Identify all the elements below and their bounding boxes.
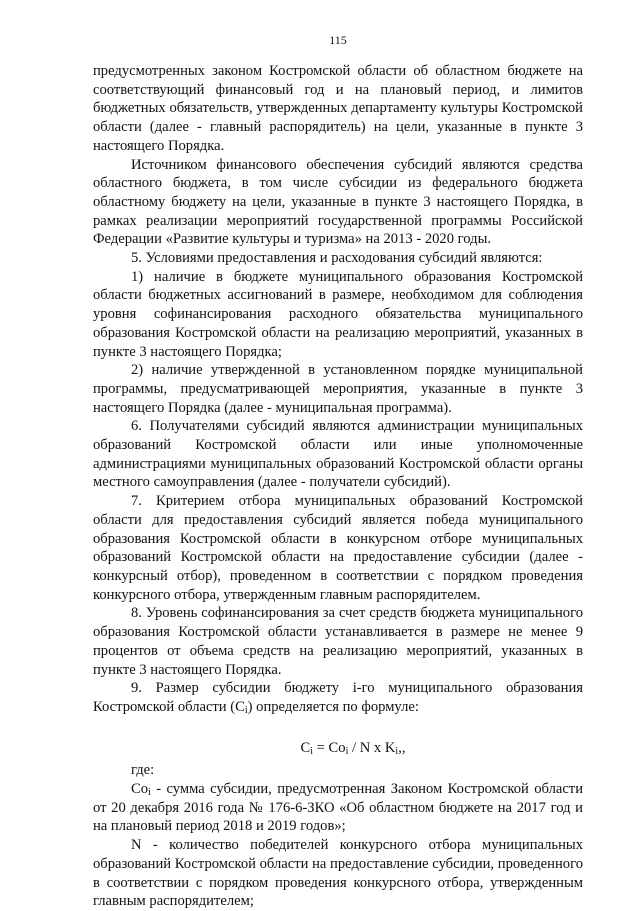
document-body (93, 62, 583, 911)
paragraph-funding-limits: предусмотренных законом Костромской области об областном бюджете на соответствующий финансовый год и на плановый период, и лимитов бюджетных обязательств, утвержденных департаменту культуры Костромской области (далее - главный распорядитель) на цели, указанные в пункте 3 настоящего Порядка. (93, 63, 583, 154)
subsidy-formula: $С_i = Со_i / N$ x $K_i$,, (300, 739, 406, 757)
paragraph-funding-source: Источником финансового обеспечения субсидий являются средства областного бюджета, в том числе субсидии из федерального бюджета областному бюджету на цели, указанные в пункте 3 настоящего Порядка, в рамках реализации мероприятий государственной программы Российской Федерации «Развитие культуры и туризма» на 2013 - 2020 годы. (93, 156, 583, 248)
paragraph-conditions-heading: 5. Условиями предоставления и расходования субсидий являются: (131, 250, 543, 267)
paragraph-subsidy-size: 9. Размер субсидии бюджету i-го муниципального образования Костромской области $(С_i)$ определяется по формуле: (93, 680, 583, 716)
paragraph-condition-2: 2) наличие утвержденной в установленном порядке муниципальной программы, предусматривающей мероприятия, указанные в пункте 3 настоящего Порядка (далее - муниципальная программа). (93, 362, 583, 416)
definition-n: N - количество победителей конкурсного отбора муниципальных образований Костромской области на предоставление субсидии, проведенного в соответствии с порядком проведения конкурсного отбора, утвержденным главным распорядителем; (93, 837, 583, 910)
paragraph-cofinancing-level: 8. Уровень софинансирования за счет средств бюджета муниципального образования Костромской области устанавливается в размере не менее 9 процентов от объема средств на реализацию мероприятий, указанных в пункте 3 настоящего Порядка. (93, 605, 583, 678)
paragraph-selection-criterion: 7. Критерием отбора муниципальных образований Костромской области для предоставления субсидий является победа муниципального образования Костромской области в конкурсном отборе муниципальных образований Костромской области на предоставление субсидии (далее - конкурсный отбор), проведенном в соответствии с порядком проведения конкурсного отбора, утвержденным главным распорядителем. (93, 493, 583, 603)
where-label: где: (131, 762, 155, 779)
page-number: 115 (329, 33, 347, 47)
paragraph-condition-1: 1) наличие в бюджете муниципального образования Костромской области бюджетных ассигнований в размере, необходимом для соблюдения уровня софинансирования расходного обязательства муниципального образования Костромской области на реализацию мероприятий, указанных в пункте 3 настоящего Порядка; (93, 268, 583, 360)
paragraph-recipients: 6. Получателями субсидий являются администрации муниципальных образований Костромской области или иные уполномоченные администрациями муниципальных образований Костромской области органы местного самоуправления (далее - получатели субсидий). (93, 418, 583, 491)
definition-co: $Со_i$ - сумма субсидии, предусмотренная Законом Костромской области от 20 декабря 2016 года № 176-6-ЗКО «Об областном бюджете на 2017 год и на плановый период 2018 и 2019 годов»; (93, 781, 583, 835)
